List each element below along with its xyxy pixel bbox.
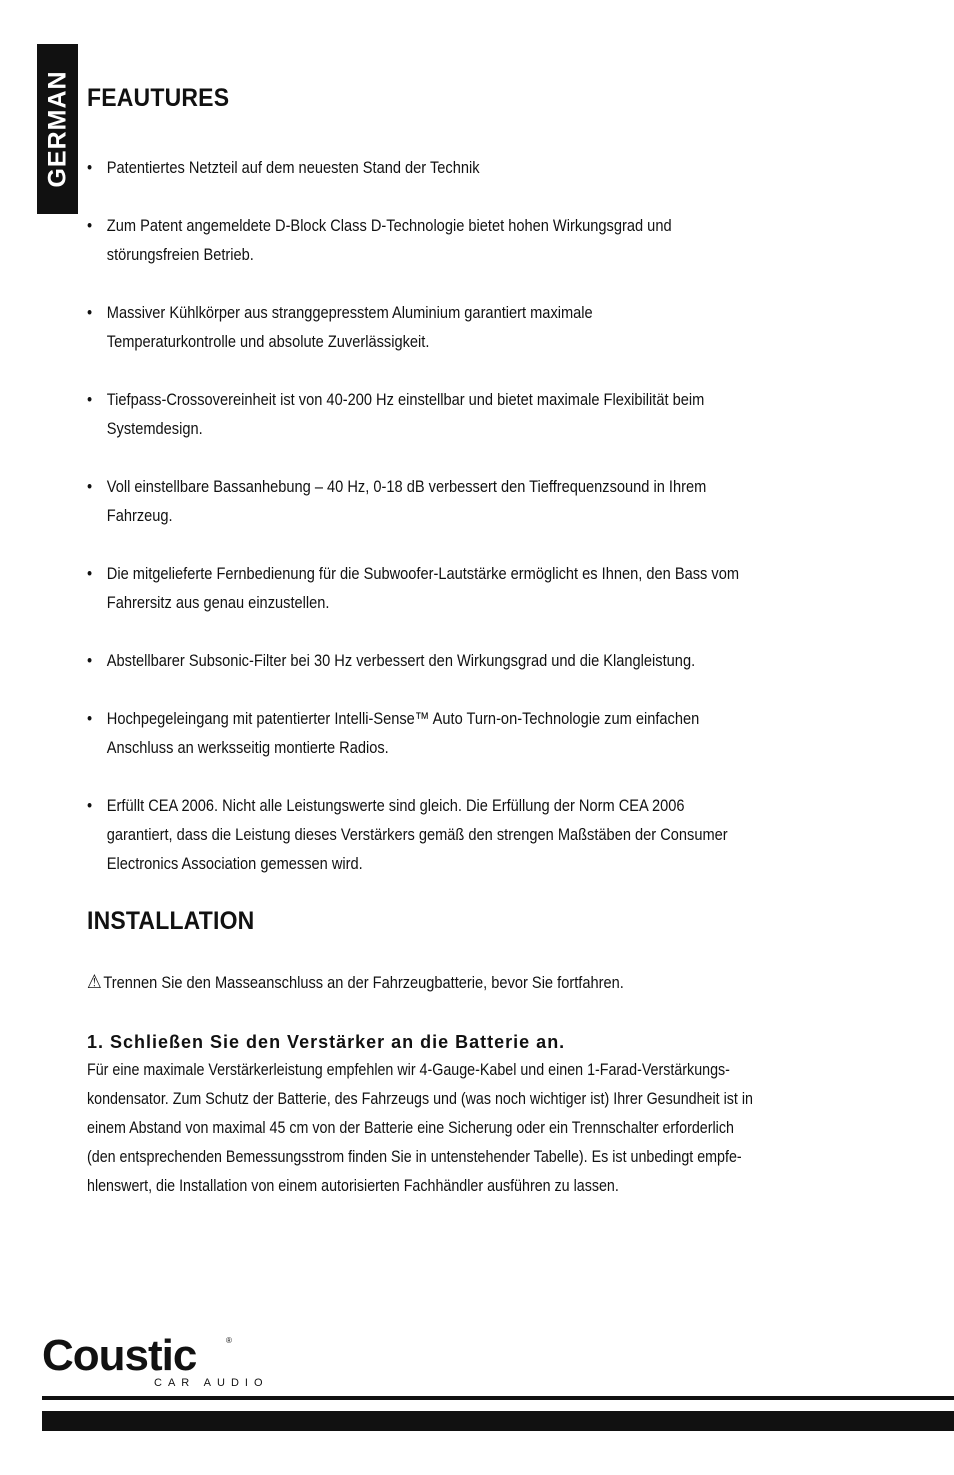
step-body <box>87 1055 860 1200</box>
feature-item: • Zum Patent angemeldete D-Block Class D-Technologie bietet hohen Wirkungsgrad und störungsfreien Betrieb. <box>87 211 838 269</box>
warning-text: Trennen Sie den Masseanschluss an der Fahrzeugbatterie, bevor Sie fortfahren. <box>103 973 624 992</box>
footer-rule-thick <box>42 1411 954 1431</box>
step-line: hlenswert, die Installation von einem autorisierten Fachhändler ausführen zu lassen. <box>87 1176 619 1195</box>
features-list <box>87 153 877 878</box>
language-tab <box>37 44 78 214</box>
feature-item: • Hochpegeleingang mit patentierter Intelli-Sense™ Auto Turn-on-Technologie zum einfachen Anschluss an werksseitig montierte Radios. <box>87 704 838 762</box>
feature-item: • Massiver Kühlkörper aus stranggepresstem Aluminium garantiert maximale Temperaturkontrolle und absolute Zuverlässigkeit. <box>87 298 838 356</box>
step-line: Für eine maximale Verstärkerleistung empfehlen wir 4-Gauge-Kabel und einen 1-Farad-Verstärkungs- <box>87 1060 730 1079</box>
brand-tagline: CAR AUDIO <box>154 1377 269 1389</box>
feature-item: • Tiefpass-Crossovereinheit ist von 40-200 Hz einstellbar und bietet maximale Flexibilität beim Systemdesign. <box>87 385 838 443</box>
installation-heading: INSTALLATION <box>87 907 255 935</box>
feature-item: • Abstellbarer Subsonic-Filter bei 30 Hz verbessert den Wirkungsgrad und die Klangleistung. <box>87 646 838 675</box>
feature-item: • Patentiertes Netzteil auf dem neuesten Stand der Technik <box>87 153 838 182</box>
brand-logo <box>42 1331 282 1394</box>
page-content <box>87 84 877 1200</box>
language-label: GERMAN <box>43 70 71 188</box>
warning-triangle-icon: ⚠ <box>87 972 102 993</box>
features-heading: FEAUTURES <box>87 84 230 112</box>
feature-item: • Voll einstellbare Bassanhebung – 40 Hz, 0-18 dB verbessert den Tieffrequenzsound in Ihrem Fahrzeug. <box>87 472 838 530</box>
feature-item: • Erfüllt CEA 2006. Nicht alle Leistungswerte sind gleich. Die Erfüllung der Norm CEA 2006 garantiert, dass die Leistung dieses Verstärkers gemäß den strengen Maßstäben der Consumer Electronics Association gemessen wird. <box>87 791 838 878</box>
step-line: (den entsprechenden Bemessungsstrom finden Sie in untenstehender Tabelle). Es ist unbedingt empfe- <box>87 1147 742 1166</box>
registered-mark: ® <box>226 1336 232 1345</box>
step-title: 1. Schließen Sie den Verstärker an die Batterie an. <box>87 1032 566 1052</box>
warning-notice <box>87 970 818 996</box>
brand-name: Coustic <box>42 1331 197 1380</box>
step-line: kondensator. Zum Schutz der Batterie, des Fahrzeugs und (was noch wichtiger ist) Ihrer Gesundheit ist in <box>87 1089 753 1108</box>
feature-item: • Die mitgelieferte Fernbedienung für die Subwoofer-Lautstärke ermöglicht es Ihnen, den Bass vom Fahrersitz aus genau einzustellen. <box>87 559 838 617</box>
footer-rule-thin <box>42 1396 954 1400</box>
step-line: einem Abstand von maximal 45 cm von der Batterie eine Sicherung oder ein Trennschalter erforderlich <box>87 1118 734 1137</box>
